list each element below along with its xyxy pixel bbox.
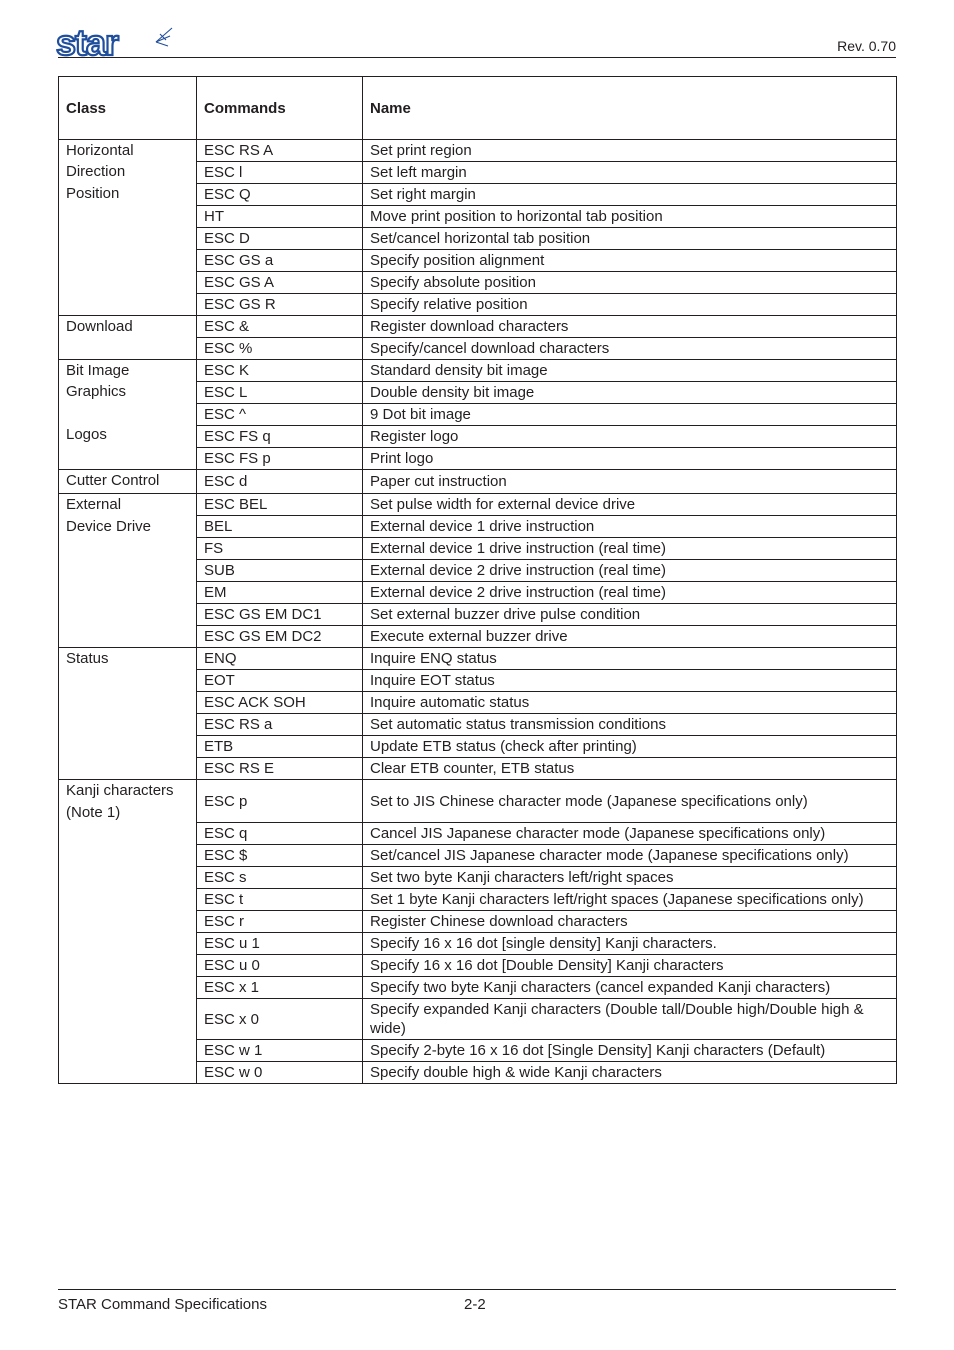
- command-cell: ESC D: [197, 228, 363, 250]
- command-cell: ESC Q: [197, 184, 363, 206]
- name-cell: Specify/cancel download characters: [363, 338, 897, 360]
- name-cell: External device 1 drive instruction: [363, 516, 897, 538]
- name-cell: Set 1 byte Kanji characters left/right spaces (Japanese specifications only): [363, 889, 897, 911]
- name-cell: Set to JIS Chinese character mode (Japanese specifications only): [363, 780, 897, 823]
- class-cell: [59, 360, 197, 470]
- star-sparkle-icon: [156, 28, 172, 46]
- table-header-row: [59, 77, 897, 140]
- name-cell: Double density bit image: [363, 382, 897, 404]
- footer-page-number: 2-2: [464, 1296, 486, 1313]
- command-cell: SUB: [197, 560, 363, 582]
- star-logo: [56, 24, 174, 60]
- class-label-line: Horizontal: [66, 142, 134, 159]
- name-cell: Set/cancel horizontal tab position: [363, 228, 897, 250]
- command-cell: EOT: [197, 670, 363, 692]
- command-cell: ETB: [197, 736, 363, 758]
- name-cell: Specify 16 x 16 dot [Double Density] Kanji characters: [363, 955, 897, 977]
- command-cell: ESC GS EM DC1: [197, 604, 363, 626]
- command-cell: ESC $: [197, 845, 363, 867]
- table-row: [59, 780, 897, 823]
- class-label-line: Download: [66, 318, 133, 335]
- name-cell: Inquire automatic status: [363, 692, 897, 714]
- class-cell: [59, 316, 197, 360]
- command-cell: ENQ: [197, 648, 363, 670]
- class-cell: [59, 140, 197, 316]
- class-label-line: Logos: [66, 426, 107, 444]
- class-label-line: Direction: [66, 163, 126, 181]
- class-label-line: Bit Image: [66, 362, 130, 379]
- name-cell: Set automatic status transmission conditions: [363, 714, 897, 736]
- class-cell: [59, 780, 197, 1084]
- class-label-line: [66, 404, 189, 425]
- header-divider: [58, 57, 896, 58]
- name-cell: 9 Dot bit image: [363, 404, 897, 426]
- table-row: [59, 360, 897, 382]
- name-cell: Update ETB status (check after printing): [363, 736, 897, 758]
- name-cell: Print logo: [363, 448, 897, 470]
- name-cell: Specify expanded Kanji characters (Double tall/Double high/Double high & wide): [363, 999, 897, 1040]
- class-label-line: External: [66, 496, 122, 514]
- class-label-line: Cutter Control: [66, 472, 160, 489]
- class-label-line: (Note 1): [66, 803, 121, 821]
- name-cell: Specify 2-byte 16 x 16 dot [Single Density] Kanji characters (Default): [363, 1040, 897, 1062]
- footer-divider: [58, 1289, 896, 1290]
- command-cell: ESC &: [197, 316, 363, 338]
- class-label-line: Status: [66, 650, 109, 668]
- footer-doc-title: STAR Command Specifications: [58, 1296, 267, 1313]
- name-cell: Specify two byte Kanji characters (cancel expanded Kanji characters): [363, 977, 897, 999]
- name-cell: Specify absolute position: [363, 272, 897, 294]
- command-cell: ESC x 0: [197, 999, 363, 1040]
- name-cell: Move print position to horizontal tab position: [363, 206, 897, 228]
- name-cell: Clear ETB counter, ETB status: [363, 758, 897, 780]
- command-cell: ESC GS EM DC2: [197, 626, 363, 648]
- table-row: [59, 140, 897, 162]
- command-cell: FS: [197, 538, 363, 560]
- name-cell: Register Chinese download characters: [363, 911, 897, 933]
- class-cell: [59, 470, 197, 494]
- command-cell: ESC s: [197, 867, 363, 889]
- command-cell: ESC GS A: [197, 272, 363, 294]
- name-cell: Standard density bit image: [363, 360, 897, 382]
- header-name: Name: [363, 77, 897, 140]
- command-cell: BEL: [197, 516, 363, 538]
- class-cell: [59, 648, 197, 780]
- name-cell: Set pulse width for external device drive: [363, 494, 897, 516]
- class-label-line: Device Drive: [66, 517, 152, 535]
- command-cell: ESC w 0: [197, 1062, 363, 1084]
- command-cell: ESC ACK SOH: [197, 692, 363, 714]
- command-cell: ESC u 1: [197, 933, 363, 955]
- header-commands: Commands: [197, 77, 363, 140]
- name-cell: Paper cut instruction: [363, 470, 897, 494]
- name-cell: External device 2 drive instruction (real time): [363, 582, 897, 604]
- command-table: [58, 76, 897, 1084]
- command-cell: ESC d: [197, 470, 363, 494]
- command-cell: ESC p: [197, 780, 363, 823]
- command-cell: HT: [197, 206, 363, 228]
- command-cell: ESC r: [197, 911, 363, 933]
- table-body: [59, 140, 897, 1084]
- class-label-line: Position: [66, 184, 120, 202]
- command-cell: ESC L: [197, 382, 363, 404]
- name-cell: Set two byte Kanji characters left/right spaces: [363, 867, 897, 889]
- command-cell: ESC FS p: [197, 448, 363, 470]
- command-cell: ESC GS a: [197, 250, 363, 272]
- command-cell: ESC %: [197, 338, 363, 360]
- command-cell: ESC t: [197, 889, 363, 911]
- name-cell: Specify 16 x 16 dot [single density] Kanji characters.: [363, 933, 897, 955]
- name-cell: Set left margin: [363, 162, 897, 184]
- name-cell: Set right margin: [363, 184, 897, 206]
- revision-label: Rev. 0.70: [837, 38, 896, 54]
- table-row: [59, 648, 897, 670]
- header-class: Class: [59, 77, 197, 140]
- name-cell: Inquire EOT status: [363, 670, 897, 692]
- table-row: [59, 470, 897, 494]
- name-cell: Specify relative position: [363, 294, 897, 316]
- command-cell: EM: [197, 582, 363, 604]
- table-row: [59, 316, 897, 338]
- name-cell: External device 2 drive instruction (real time): [363, 560, 897, 582]
- command-cell: ESC ^: [197, 404, 363, 426]
- table-row: [59, 494, 897, 516]
- command-cell: ESC l: [197, 162, 363, 184]
- class-label-line: Graphics: [66, 383, 127, 401]
- command-cell: ESC q: [197, 823, 363, 845]
- name-cell: Set/cancel JIS Japanese character mode (Japanese specifications only): [363, 845, 897, 867]
- command-cell: ESC RS A: [197, 140, 363, 162]
- name-cell: Set print region: [363, 140, 897, 162]
- name-cell: Register download characters: [363, 316, 897, 338]
- svg-text:star: star: [56, 24, 119, 60]
- command-cell: ESC GS R: [197, 294, 363, 316]
- name-cell: Register logo: [363, 426, 897, 448]
- command-cell: ESC u 0: [197, 955, 363, 977]
- command-cell: ESC x 1: [197, 977, 363, 999]
- name-cell: Set external buzzer drive pulse condition: [363, 604, 897, 626]
- command-cell: ESC RS E: [197, 758, 363, 780]
- command-cell: ESC RS a: [197, 714, 363, 736]
- class-label-line: Kanji characters: [66, 782, 174, 800]
- name-cell: Specify double high & wide Kanji characters: [363, 1062, 897, 1084]
- name-cell: External device 1 drive instruction (real time): [363, 538, 897, 560]
- name-cell: Specify position alignment: [363, 250, 897, 272]
- class-cell: [59, 494, 197, 648]
- name-cell: Execute external buzzer drive: [363, 626, 897, 648]
- command-cell: ESC BEL: [197, 494, 363, 516]
- command-cell: ESC w 1: [197, 1040, 363, 1062]
- name-cell: Inquire ENQ status: [363, 648, 897, 670]
- command-cell: ESC K: [197, 360, 363, 382]
- name-cell: Cancel JIS Japanese character mode (Japanese specifications only): [363, 823, 897, 845]
- command-cell: ESC FS q: [197, 426, 363, 448]
